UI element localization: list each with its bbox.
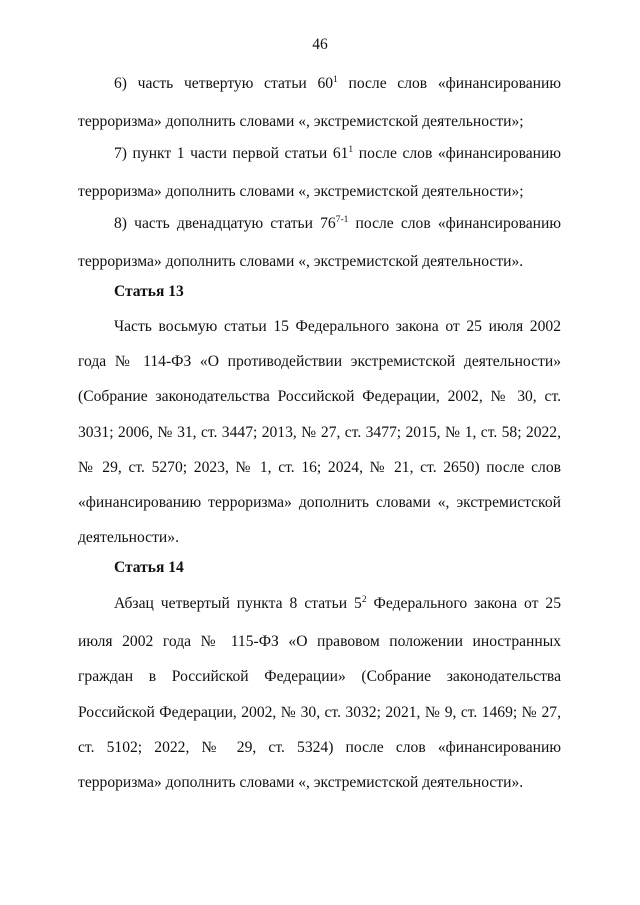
amendment-item-7-superscript: 1: [348, 145, 354, 155]
amendment-item-8-superscript: 7-1: [335, 215, 349, 225]
amendment-item-7: [78, 136, 561, 209]
article-14-body: [78, 586, 561, 800]
amendment-item-8-text: 8) часть двенадцатую статьи 76: [114, 215, 336, 232]
article-14-superscript: 2: [361, 595, 367, 605]
page-number: 46: [312, 36, 328, 53]
article-14-heading: Статья 14: [114, 559, 184, 576]
amendment-item-7-text: 7) пункт 1 части первой статьи 61: [114, 145, 349, 162]
article-13-heading: Статья 13: [114, 283, 184, 300]
amendment-item-8: [78, 206, 561, 279]
article-14-text-cont: Федерального закона от 25 июля 2002 года № 115-ФЗ «О правовом положении иностранных граждан в Российской Федерации» (Собрание законодательства Российской Федерации, 2002, № 30, ст. 3032; 2021, № 9, ст. 1469; № 27, ст. 5102; 2022, № 29, ст. 5324) после слов «финансированию терроризма» дополнить словами «, экстремистской деятельности».: [78, 595, 562, 792]
amendment-item-6-superscript: 1: [333, 75, 338, 85]
article-13-body: Часть восьмую статьи 15 Федерального закона от 25 июля 2002 года № 114-ФЗ «О противодействии экстремистской деятельности» (Собрание законодательства Российской Федерации, 2002, № 30, ст. 3031; 2006, № 31, ст. 3447; 2013, № 27, ст. 3477; 2015, № 1, ст. 58; 2022, № 29, ст. 5270; 2023, № 1, ст. 16; 2024, № 21, ст. 2650) после слов «финансированию терроризма» дополнить словами «, экстремистской деятельности».: [78, 318, 561, 547]
amendment-item-6-text-cont: после слов «финансированию терроризма» дополнить словами «, экстремистской деятельности»;: [78, 75, 561, 131]
amendment-item-6: [78, 66, 561, 139]
amendment-item-6-text: 6) часть четвертую статьи 60: [114, 75, 334, 92]
amendment-item-7-text-cont: после слов «финансированию терроризма» дополнить словами «, экстремистской деятельности»;: [78, 145, 561, 201]
amendment-item-8-text-cont: после слов «финансированию терроризма» дополнить словами «, экстремистской деятельности».: [78, 215, 561, 271]
article-14-text: Абзац четвертый пункта 8 статьи 5: [114, 595, 362, 612]
